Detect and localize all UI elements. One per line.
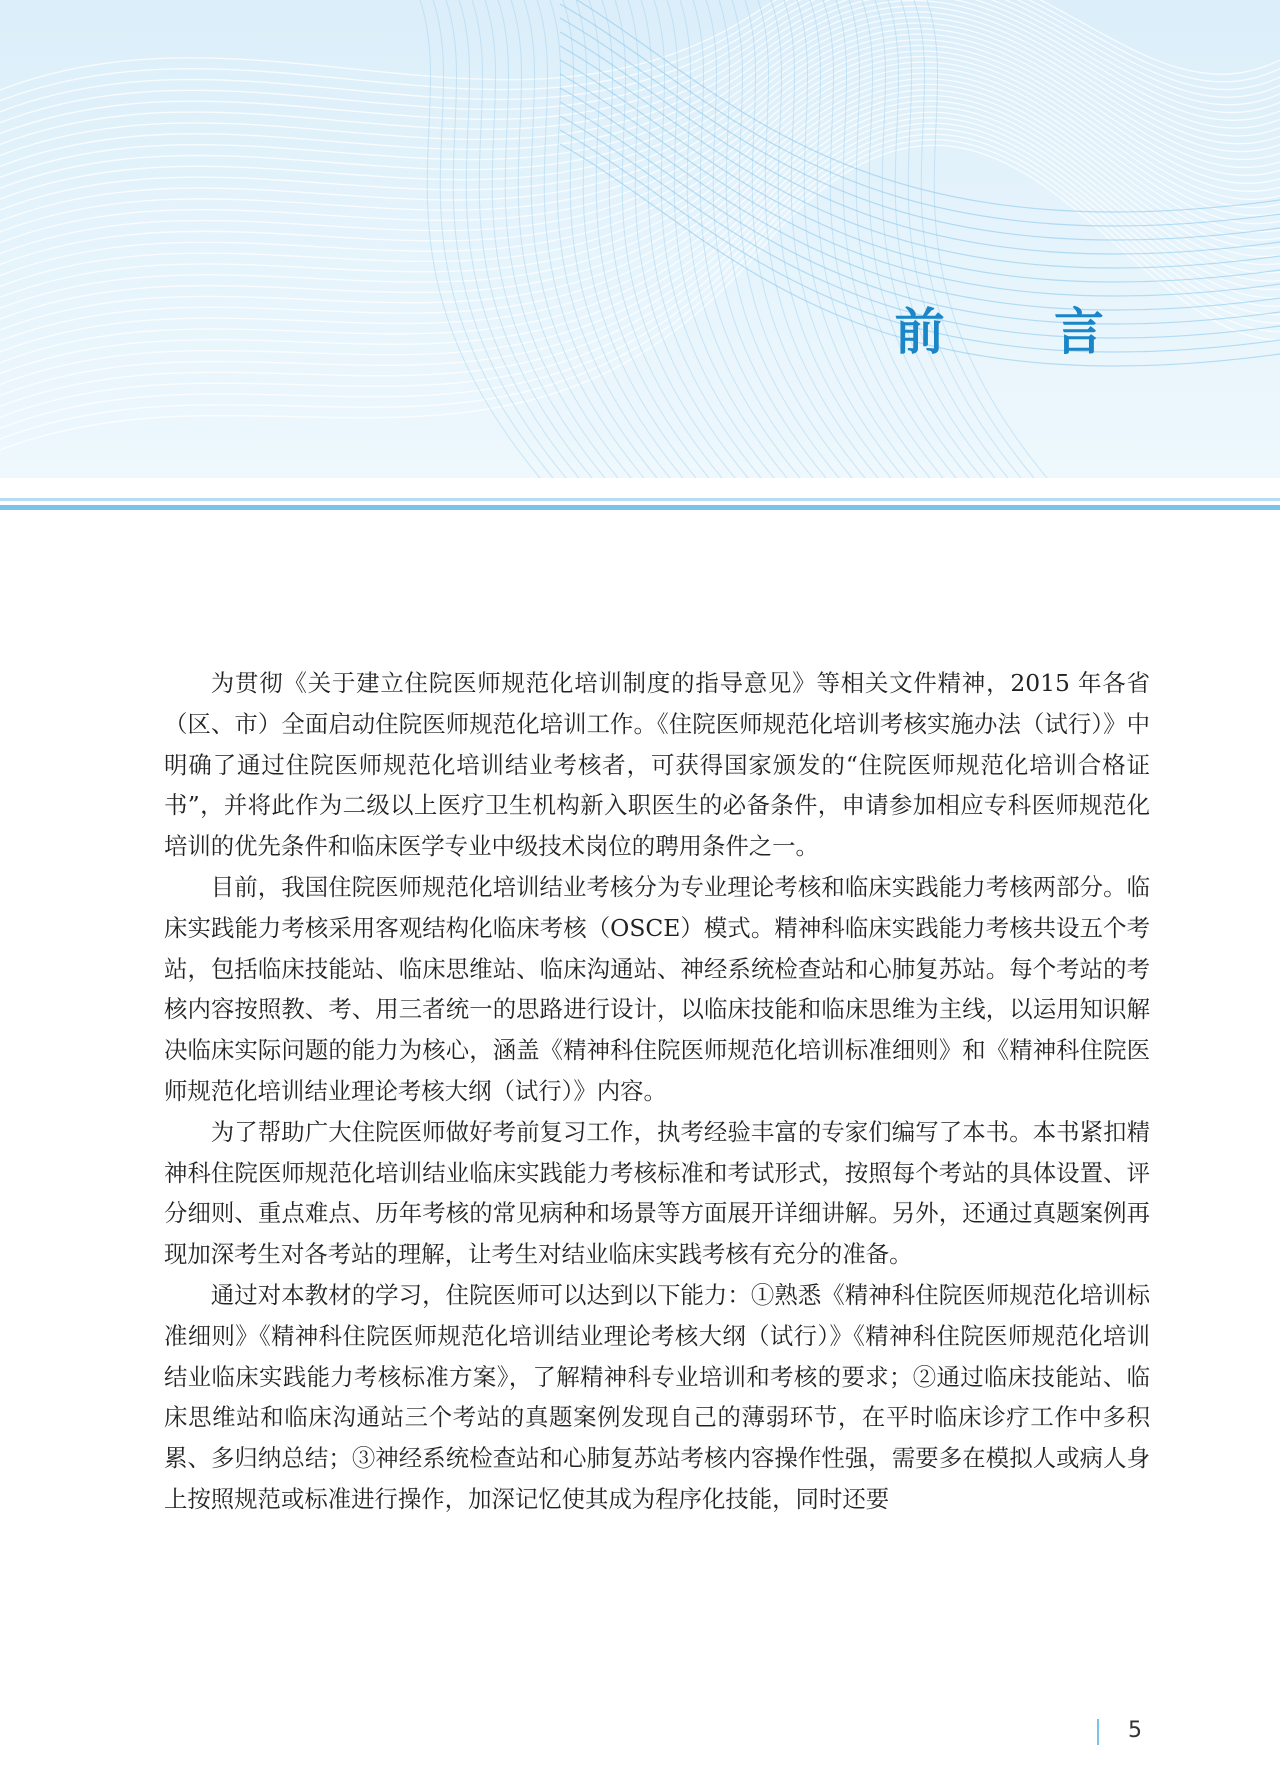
mesh-line [875, 0, 995, 478]
wave-mesh-decoration [0, 0, 1280, 478]
paragraph-3: 为了帮助广大住院医师做好考前复习工作，执考经验丰富的专家们编写了本书。本书紧扣精神科住院医师规范化培训结业临床实践能力考核标准和考试形式，按照每个考站的具体设置、评分细则、重点难点、历年考核的常见病种和场景等方面展开详细讲解。另外，还通过真题案例再现加深考生对各考站的理解，让考生对结业临床实践考核有充分的准备。 [164, 1117, 1150, 1269]
chapter-title: 前 言 [894, 303, 1150, 361]
mesh-line [706, 0, 826, 478]
page-number-divider [1097, 1719, 1099, 1745]
mesh-line [719, 0, 839, 478]
paragraph-4: 通过对本教材的学习，住院医师可以达到以下能力：①熟悉《精神科住院医师规范化培训标准细则》《精神科住院医师规范化培训结业理论考核大纲（试行）》《精神科住院医师规范化培训结业临床实践能力考核标准方案》，了解精神科专业培训和考核的要求；②通过临床技能站、临床思维站和临床沟通站三个考站的真题案例发现自己的薄弱环节，在平时临床诊疗工作中多积累、多归纳总结；③神经系统检查站和心肺复苏站考核内容操作性强，需要多在模拟人或病人身上按照规范或标准进行操作，加深记忆使其成为程序化技能，同时还要 [164, 1280, 1150, 1513]
mesh-line [836, 0, 956, 478]
mesh-line [550, 0, 670, 478]
mesh-line [823, 0, 943, 478]
mesh-line [524, 0, 644, 478]
preface-body [164, 663, 1150, 1520]
header-rule-thick [0, 505, 1280, 510]
wave-line [0, 0, 1280, 90]
mesh-line [771, 0, 891, 478]
paragraph-2: 目前，我国住院医师规范化培训结业考核分为专业理论考核和临床实践能力考核两部分。临床实践能力考核采用客观结构化临床考核（OSCE）模式。精神科临床实践能力考核共设五个考站，包括临床技能站、临床思维站、临床沟通站、神经系统检查站和心肺复苏站。每个考站的考核内容按照教、考、用三者统一的思路进行设计，以临床技能和临床思维为主线，以运用知识解决临床实际问题的能力为核心，涵盖《精神科住院医师规范化培训标准细则》和《精神科住院医师规范化培训结业理论考核大纲（试行）》内容。 [164, 872, 1150, 1105]
mesh-line [810, 0, 930, 478]
mesh-line [914, 0, 1034, 478]
header-rule-thin [0, 498, 1280, 501]
mesh-line [888, 0, 1008, 478]
page-number: 5 [1128, 1718, 1142, 1743]
header-band [0, 0, 1280, 478]
mesh-line [758, 0, 878, 478]
wave-line [0, 51, 1280, 264]
paragraph-1: 为贯彻《关于建立住院医师规范化培训制度的指导意见》等相关文件精神，2015 年各省（区、市）全面启动住院医师规范化培训工作。《住院医师规范化培训考核实施办法（试行）》中明确了通过住院医师规范化培训结业考核者，可获得国家颁发的“住院医师规范化培训合格证书”，并将此作为二级以上医疗卫生机构新入职医生的必备条件，申请参加相应专科医师规范化培训的优先条件和临床医学专业中级技术岗位的聘用条件之一。 [164, 669, 1150, 861]
mesh-line [615, 0, 735, 478]
mesh-line [511, 0, 631, 478]
wave-line [0, 0, 1280, 101]
